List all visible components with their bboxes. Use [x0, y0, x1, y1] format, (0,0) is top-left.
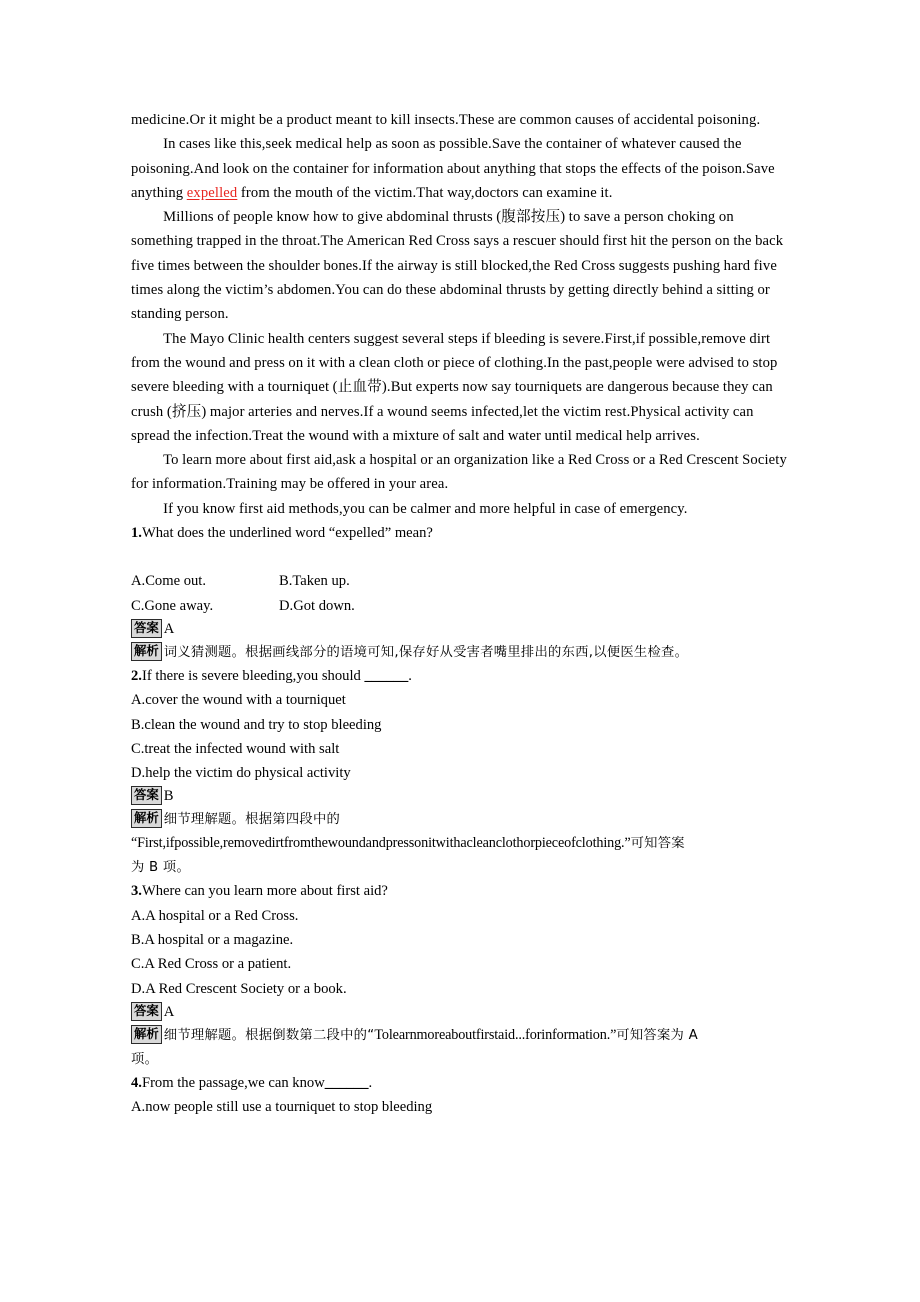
analysis-tag: 解析	[131, 809, 162, 828]
question-1-option-a[interactable]: A.Come out.	[131, 573, 206, 590]
paragraph-2-text-after: from the mouth of the victim.That way,doctors can examine it.	[237, 184, 613, 201]
question-2-analysis-quote: “First,ifpossible,removedirtfromthewoundandpressonitwithacleanclothorpieceofclothing.”	[131, 835, 631, 852]
analysis-tag: 解析	[131, 642, 162, 661]
passage-paragraph-5: To learn more about first aid,ask a hospital or an organization like a Red Cross or a Red Crescent Society for information.Training may be offered in your area.	[131, 452, 787, 493]
question-2-stem-before: If there is severe bleeding,you should	[141, 667, 365, 684]
answer-tag: 答案	[131, 619, 162, 638]
question-2-analysis-line-1	[131, 808, 790, 831]
analysis-tag: 解析	[131, 1025, 162, 1044]
question-3-number: 3.	[131, 883, 142, 900]
question-1-number: 1.	[131, 525, 142, 542]
answer-tag: 答案	[131, 786, 162, 805]
question-4-blank: ______	[324, 1074, 369, 1091]
passage-paragraph-3: Millions of people know how to give abdominal thrusts (腹部按压) to save a person choking on something trapped in the throat.The American Red Cross says a rescuer should first hit the person on the back five times between the shoulder bones.If the airway is still blocked,the Red Cross suggests pushing hard five times along the victim’s abdomen.You can do these abdominal thrusts by getting directly behind a sitting or standing person.	[131, 209, 784, 323]
paragraph-2-text-before: In cases like this,seek medical help as soon as possible.Save the container of whatever caused the poisoning.And look on the container for information about anything that stops the effects of the poison.Save anything	[131, 136, 775, 201]
question-2-option-d[interactable]: D.help the victim do physical activity	[131, 765, 351, 782]
question-2	[131, 664, 790, 879]
question-3-answer-value: A	[163, 1003, 175, 1020]
question-3-analysis-text-2: 可知答案为 A	[616, 1027, 698, 1043]
question-1-option-b[interactable]: B.Taken up.	[279, 573, 350, 590]
question-3-option-c[interactable]: C.A Red Cross or a patient.	[131, 956, 292, 973]
question-1-stem-text: What does the underlined word “expelled” mean?	[141, 525, 433, 542]
question-2-stem	[131, 664, 790, 688]
question-1-option-d[interactable]: D.Got down.	[279, 597, 355, 614]
question-1	[131, 521, 790, 664]
question-3-analysis-text-1: 细节理解题。根据倒数第二段中的“	[163, 1027, 375, 1043]
question-2-analysis-line-2	[131, 831, 790, 855]
question-4-stem-before: From the passage,we can know	[141, 1074, 325, 1091]
question-4-number: 4.	[131, 1074, 142, 1091]
question-3-analysis-quote: Tolearnmoreaboutfirstaid...forinformation.”	[374, 1026, 617, 1043]
passage-paragraph-2	[131, 132, 790, 205]
question-1-answer-line	[131, 618, 790, 641]
question-1-stem	[131, 521, 790, 545]
question-4-stem	[131, 1071, 790, 1095]
answer-tag: 答案	[131, 1002, 162, 1021]
passage-paragraph-4: The Mayo Clinic health centers suggest several steps if bleeding is severe.First,if possible,remove dirt from the wound and press on it with a clean cloth or piece of clothing.In the past,people were advised to stop severe bleeding with a tourniquet (止血带).But experts now say tourniquets are dangerous because they can crush (挤压) major arteries and nerves.If a wound seems infected,let the victim rest.Physical activity can spread the infection.Treat the wound with a mixture of salt and water until medical help arrives.	[131, 330, 778, 444]
blank-spacer-line	[131, 545, 790, 569]
passage-paragraph-1: medicine.Or it might be a product meant to kill insects.These are common causes of accidental poisoning.	[131, 112, 761, 128]
question-1-options-row-2	[131, 594, 790, 618]
question-3-stem-text: Where can you learn more about first aid?	[141, 883, 388, 900]
question-3-answer-line	[131, 1001, 790, 1024]
question-3-option-a[interactable]: A.A hospital or a Red Cross.	[131, 907, 299, 924]
question-2-analysis-text-3: 为 B 项。	[131, 860, 191, 876]
question-3-analysis-line-2	[131, 1047, 790, 1071]
question-3-analysis-line-1	[131, 1024, 790, 1047]
question-3-stem	[131, 879, 790, 903]
question-2-number: 2.	[131, 667, 142, 684]
reading-passage	[131, 108, 790, 521]
question-1-option-c[interactable]: C.Gone away.	[131, 597, 214, 614]
question-1-options	[131, 569, 790, 618]
question-2-option-b[interactable]: B.clean the wound and try to stop bleeding	[131, 716, 382, 733]
question-1-analysis-text: 词义猜测题。根据画线部分的语境可知,保存好从受害者嘴里排出的东西,以便医生检查。	[163, 644, 689, 660]
question-1-answer-value: A	[163, 620, 175, 637]
question-2-analysis-line-3	[131, 855, 790, 879]
underlined-word-expelled: expelled	[186, 184, 238, 201]
question-3-option-d[interactable]: D.A Red Crescent Society or a book.	[131, 980, 347, 997]
question-4-option-a[interactable]: A.now people still use a tourniquet to stop bleeding	[131, 1099, 433, 1116]
question-4	[131, 1071, 790, 1120]
question-1-analysis-line	[131, 641, 790, 664]
question-2-blank: ______	[364, 667, 409, 684]
question-2-option-a[interactable]: A.cover the wound with a tourniquet	[131, 692, 346, 709]
question-2-analysis-text-2: 可知答案	[630, 836, 685, 852]
question-2-option-c[interactable]: C.treat the infected wound with salt	[131, 740, 340, 757]
passage-paragraph-6: If you know first aid methods,you can be calmer and more helpful in case of emergency.	[163, 500, 688, 517]
question-2-stem-after: .	[408, 667, 412, 684]
question-3-analysis-text-3: 项。	[131, 1051, 159, 1067]
question-4-stem-after: .	[368, 1074, 373, 1091]
question-1-options-row-1	[131, 569, 790, 593]
question-3-option-b[interactable]: B.A hospital or a magazine.	[131, 932, 294, 949]
question-2-answer-line	[131, 785, 790, 808]
question-2-answer-value: B	[163, 788, 174, 805]
question-3	[131, 879, 790, 1070]
question-2-analysis-text-1: 细节理解题。根据第四段中的	[163, 812, 341, 828]
